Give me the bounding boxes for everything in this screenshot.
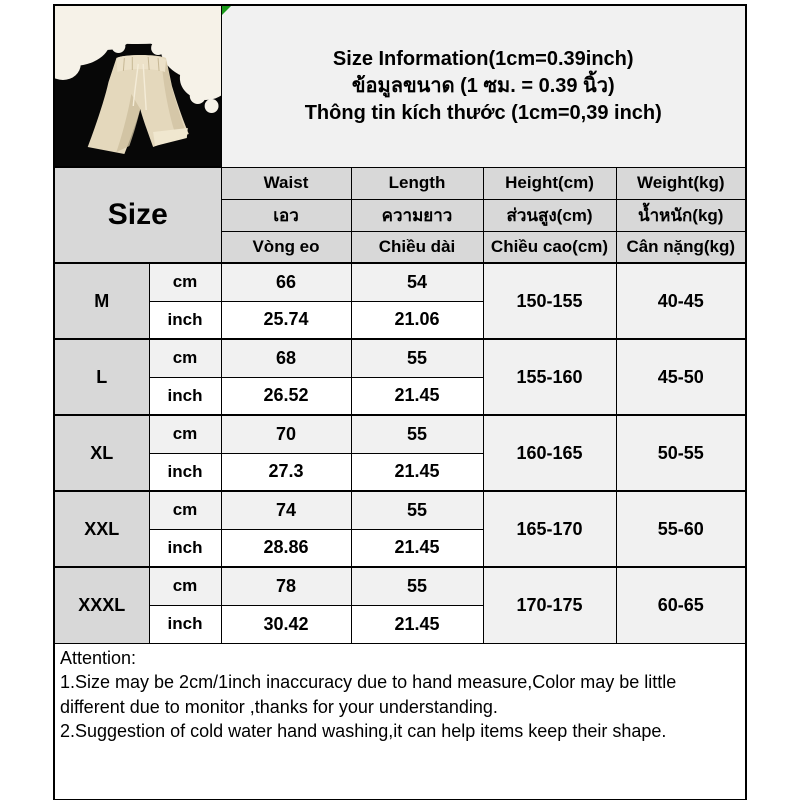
unit-label-inch: inch [149, 301, 221, 339]
length-header-vi: Chiều dài [351, 231, 483, 263]
waist-header-vi: Vòng eo [221, 231, 351, 263]
length-inch-xxl: 21.45 [351, 529, 483, 567]
table-row-l-cm [54, 339, 746, 377]
product-photo-cell [54, 5, 221, 167]
waist-inch-xxxl: 30.42 [221, 605, 351, 643]
waist-cm-xxxl: 78 [221, 567, 351, 605]
unit-label-cm: cm [149, 415, 221, 453]
waist-header-th: เอว [221, 199, 351, 231]
length-inch-l: 21.45 [351, 377, 483, 415]
waist-inch-m: 25.74 [221, 301, 351, 339]
unit-label-cm: cm [149, 567, 221, 605]
height-range-m: 150-155 [483, 263, 616, 339]
size-label-xl: XL [54, 415, 149, 491]
weight-header-th: น้ำหนัก(kg) [616, 199, 746, 231]
length-header-en: Length [351, 167, 483, 199]
attention-note [54, 643, 746, 800]
size-label-xxl: XXL [54, 491, 149, 567]
length-cm-l: 55 [351, 339, 483, 377]
length-cm-xl: 55 [351, 415, 483, 453]
height-header-en: Height(cm) [483, 167, 616, 199]
waist-inch-xxl: 28.86 [221, 529, 351, 567]
length-header-th: ความยาว [351, 199, 483, 231]
size-chart-table [53, 4, 747, 800]
waist-cm-m: 66 [221, 263, 351, 301]
size-label-xxxl: XXXL [54, 567, 149, 643]
table-row-xxl-cm [54, 491, 746, 529]
waist-header-en: Waist [221, 167, 351, 199]
table-row-xxxl-cm [54, 567, 746, 605]
unit-label-inch: inch [149, 605, 221, 643]
header-banner-row [54, 5, 746, 167]
column-header-row-en [54, 167, 746, 199]
size-label-m: M [54, 263, 149, 339]
length-cm-m: 54 [351, 263, 483, 301]
waist-cm-xl: 70 [221, 415, 351, 453]
product-photo [55, 6, 221, 166]
height-range-xxxl: 170-175 [483, 567, 616, 643]
unit-label-inch: inch [149, 529, 221, 567]
waist-inch-xl: 27.3 [221, 453, 351, 491]
size-label-l: L [54, 339, 149, 415]
weight-header-en: Weight(kg) [616, 167, 746, 199]
attention-heading: Attention: [60, 647, 137, 668]
unit-label-inch: inch [149, 453, 221, 491]
attention-row [54, 643, 746, 800]
table-row-m-cm [54, 263, 746, 301]
length-inch-xl: 21.45 [351, 453, 483, 491]
unit-label-inch: inch [149, 377, 221, 415]
title-cell [221, 5, 746, 167]
height-header-th: ส่วนสูง(cm) [483, 199, 616, 231]
height-range-l: 155-160 [483, 339, 616, 415]
waist-cm-xxl: 74 [221, 491, 351, 529]
height-range-xl: 160-165 [483, 415, 616, 491]
weight-range-l: 45-50 [616, 339, 746, 415]
title-english: Size Information(1cm=0.39inch) [332, 47, 634, 70]
shorts-illustration [55, 6, 221, 166]
cell-error-triangle-icon [222, 6, 231, 15]
attention-note-1: 1.Size may be 2cm/1inch inaccuracy due to hand measure,Color may be little different due to monitor ,thanks for your understanding. [60, 672, 677, 717]
length-cm-xxl: 55 [351, 491, 483, 529]
weight-range-m: 40-45 [616, 263, 746, 339]
weight-range-xxl: 55-60 [616, 491, 746, 567]
size-column-header: Size [54, 167, 221, 263]
height-range-xxl: 165-170 [483, 491, 616, 567]
length-cm-xxxl: 55 [351, 567, 483, 605]
weight-range-xxxl: 60-65 [616, 567, 746, 643]
waist-inch-l: 26.52 [221, 377, 351, 415]
title-vietnamese: Thông tin kích thước (1cm=0,39 inch) [304, 101, 662, 124]
length-inch-m: 21.06 [351, 301, 483, 339]
title-thai: ข้อมูลขนาด (1 ซม. = 0.39 นิ้ว) [351, 74, 615, 97]
table-row-xl-cm [54, 415, 746, 453]
weight-range-xl: 50-55 [616, 415, 746, 491]
attention-note-2: 2.Suggestion of cold water hand washing,it can help items keep their shape. [60, 721, 667, 741]
unit-label-cm: cm [149, 263, 221, 301]
height-header-vi: Chiều cao(cm) [483, 231, 616, 263]
waist-cm-l: 68 [221, 339, 351, 377]
weight-header-vi: Cân nặng(kg) [616, 231, 746, 263]
unit-label-cm: cm [149, 491, 221, 529]
unit-label-cm: cm [149, 339, 221, 377]
length-inch-xxxl: 21.45 [351, 605, 483, 643]
